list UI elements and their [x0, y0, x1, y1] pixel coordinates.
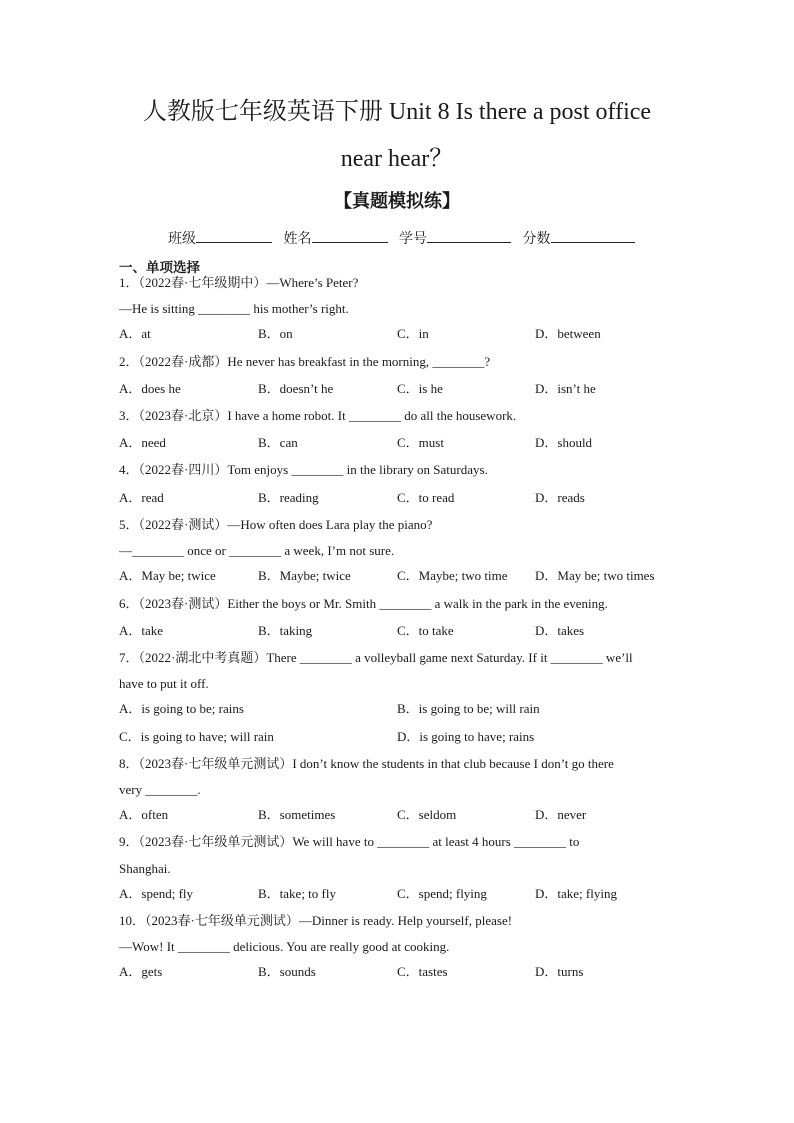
question-5-stem-line-2: —________ once or ________ a week, I’m not sure. — [119, 543, 395, 558]
question-6-stem: 6．（2023春·测试）Either the boys or Mr. Smith ________ a walk in the park in the evening. — [119, 596, 608, 611]
option-a[interactable]: A．need — [119, 435, 166, 450]
question-5-stem-line-1: 5．（2022春·测试）—How often does Lara play the piano? — [119, 517, 433, 532]
option-a[interactable]: A．often — [119, 807, 169, 822]
question-10-stem-line-1: 10．（2023春·七年级单元测试）—Dinner is ready. Help yourself, please! — [119, 913, 513, 928]
question-7-stem-line-1: 7．（2022·湖北中考真题）There ________ a volleyball game next Saturday. If it ________ we’ll — [119, 650, 633, 665]
option-b[interactable]: B．sometimes — [258, 807, 336, 822]
option-c[interactable]: C．is he — [397, 381, 443, 396]
option-a[interactable]: A．spend; fly — [119, 886, 194, 901]
question-4-stem: 4．（2022春·四川）Tom enjoys ________ in the library on Saturdays. — [119, 462, 488, 477]
option-c[interactable]: C．Maybe; two time — [397, 568, 508, 583]
option-d[interactable]: D．reads — [535, 490, 585, 505]
question-8-stem-line-2: very ________. — [119, 782, 201, 797]
option-a[interactable]: A．at — [119, 326, 151, 341]
option-b[interactable]: B．taking — [258, 623, 313, 638]
option-b[interactable]: B．is going to be; will rain — [397, 701, 540, 716]
class-field[interactable] — [196, 228, 272, 243]
student-info-row — [168, 228, 643, 250]
question-8-stem-line-1: 8．（2023春·七年级单元测试）I don’t know the students in that club because I don’t go there — [119, 756, 614, 771]
page-title-line2: near hear？ — [340, 146, 454, 172]
page-title-line1: 人教版七年级英语下册 Unit 8 Is there a post office — [142, 99, 652, 125]
option-b[interactable]: B．sounds — [258, 964, 316, 979]
option-c[interactable]: C．must — [397, 435, 444, 450]
option-d[interactable]: D．May be; two times — [535, 568, 655, 583]
option-c[interactable]: C．tastes — [397, 964, 448, 979]
name-label: 姓名 — [283, 232, 312, 247]
question-2-stem: 2．（2022春·成都）He never has breakfast in the morning, ________? — [119, 354, 491, 369]
option-d[interactable]: D．never — [535, 807, 587, 822]
option-b[interactable]: B．on — [258, 326, 293, 341]
option-a[interactable]: A．does he — [119, 381, 181, 396]
score-label: 分数 — [522, 232, 551, 247]
option-b[interactable]: B．take; to fly — [258, 886, 336, 901]
option-c[interactable]: C．is going to have; will rain — [119, 729, 274, 744]
option-a[interactable]: A．is going to be; rains — [119, 701, 244, 716]
option-a[interactable]: A．May be; twice — [119, 568, 216, 583]
question-9-stem-line-1: 9．（2023春·七年级单元测试）We will have to ________ at least 4 hours ________ to — [119, 834, 580, 849]
option-c[interactable]: C．to take — [397, 623, 454, 638]
class-label: 班级 — [168, 232, 196, 247]
option-d[interactable]: D．takes — [535, 623, 585, 638]
option-d[interactable]: D．is going to have; rains — [397, 729, 535, 744]
question-3-stem: 3．（2023春·北京）I have a home robot. It ________ do all the housework. — [119, 408, 517, 423]
question-10-stem-line-2: —Wow! It ________ delicious. You are really good at cooking. — [119, 939, 450, 954]
option-d[interactable]: D．turns — [535, 964, 584, 979]
option-b[interactable]: B．doesn’t he — [258, 381, 334, 396]
student-number-field[interactable] — [427, 228, 511, 243]
student-number-label: 学号 — [399, 232, 427, 247]
question-1-stem-line-2: —He is sitting ________ his mother’s right. — [119, 301, 349, 316]
page-subtitle: 【真题模拟练】 — [334, 191, 460, 212]
option-a[interactable]: A．take — [119, 623, 164, 638]
option-d[interactable]: D．isn’t he — [535, 381, 596, 396]
question-9-stem-line-2: Shanghai. — [119, 861, 171, 876]
name-field[interactable] — [312, 228, 388, 243]
option-d[interactable]: D．take; flying — [535, 886, 617, 901]
option-a[interactable]: A．read — [119, 490, 164, 505]
option-c[interactable]: C．spend; flying — [397, 886, 487, 901]
option-b[interactable]: B．reading — [258, 490, 319, 505]
section-title: 一、单项选择 — [119, 260, 200, 276]
question-7-stem-line-2: have to put it off. — [119, 676, 209, 691]
option-c[interactable]: C．in — [397, 326, 429, 341]
question-1-stem-line-1: 1．（2022春·七年级期中）—Where’s Peter? — [119, 275, 359, 290]
option-b[interactable]: B．Maybe; twice — [258, 568, 351, 583]
option-d[interactable]: D．between — [535, 326, 601, 341]
option-a[interactable]: A．gets — [119, 964, 163, 979]
option-b[interactable]: B．can — [258, 435, 298, 450]
option-d[interactable]: D．should — [535, 435, 593, 450]
option-c[interactable]: C．to read — [397, 490, 455, 505]
option-c[interactable]: C．seldom — [397, 807, 457, 822]
score-field[interactable] — [551, 228, 635, 243]
